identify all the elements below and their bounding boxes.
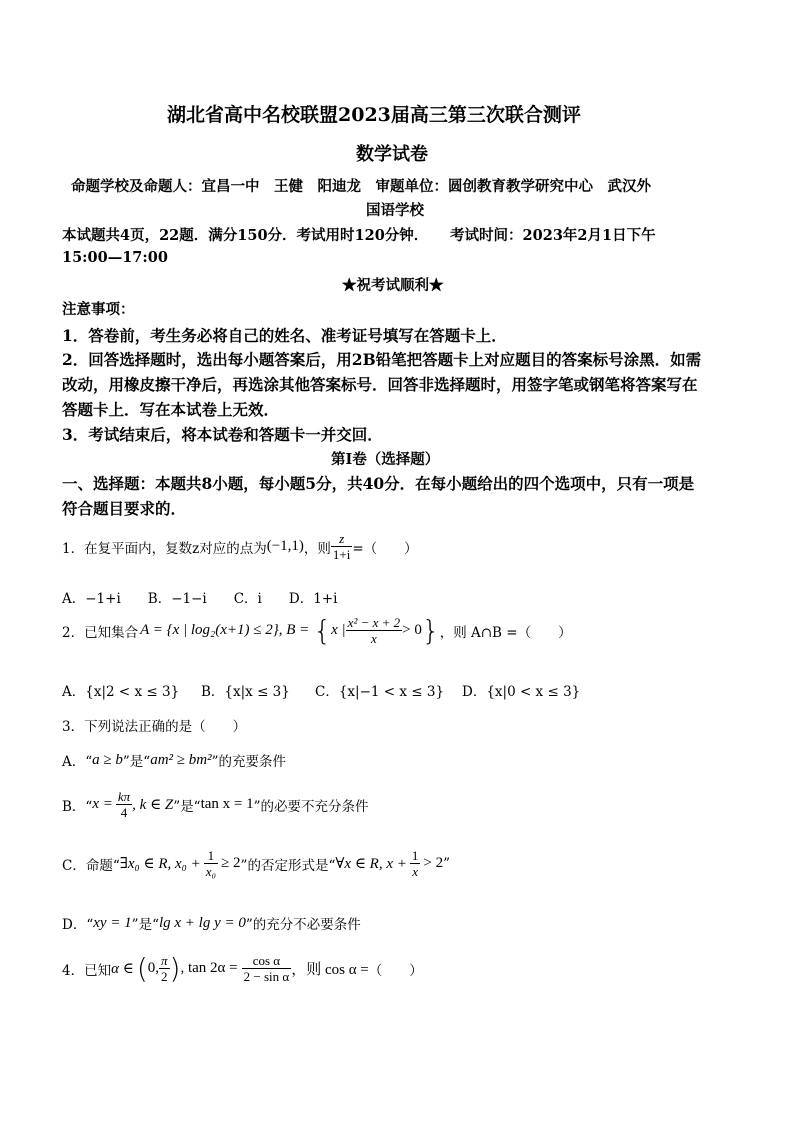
q2-left-brace: { [313, 614, 332, 647]
q4-frac-num: cos α [242, 953, 292, 969]
q4-suffix: （ ） [368, 962, 423, 979]
q3-b-post: ”的必要不充分条件 [253, 798, 369, 815]
authors-line-2: 国语学校 [366, 202, 424, 219]
q3-c-den-1: x₀ [205, 864, 217, 879]
q3-c-math-1b: ≥ 2 [221, 855, 241, 871]
q3-a-mid: ”是“ [122, 754, 151, 770]
q1-point: (−1,1) [266, 538, 304, 554]
question-4-stem [62, 952, 423, 985]
note-2-line-1: 2．回答选择题时，选出每小题答案后，用2B铅笔把答题卡上对应题目的答案标号涂黑．如需 [62, 350, 702, 369]
good-luck-wish: ★祝考试顺利★ [342, 277, 444, 294]
q2-set-a: A = {x | log₂(x+1) ≤ 2}, B = [140, 622, 310, 638]
q3-b-den: 4 [120, 805, 128, 820]
q1-suffix: =（ ） [352, 540, 418, 557]
section-title: 第Ⅰ卷（选择题） [331, 451, 440, 468]
question-1-stem [62, 531, 418, 562]
q4-interval-left: 0, [147, 960, 160, 976]
q3-c-den-2: x [412, 864, 419, 879]
q3-d-post: ”的充分不必要条件 [245, 917, 361, 933]
q3-b-x: x = [92, 796, 113, 812]
q4-left-paren: ( [136, 952, 148, 985]
q3-c-mid: ”的否定形式是“ [240, 857, 336, 874]
q3-c-math-2b: > 2 [423, 855, 444, 871]
q2-option-d: D．{x|0 < x ≤ 3} [462, 684, 581, 700]
q2-set-b-right: > 0 [402, 622, 422, 638]
info-line-1: 本试题共4页，22题．满分150分．考试用时120分钟． 考试时间：2023年2月1日下午 [62, 227, 656, 244]
q4-frac-den: 2 − sin α [243, 969, 290, 984]
q3-d-math-1: xy = 1 [93, 914, 132, 931]
q4-interval-den: 2 [161, 969, 168, 984]
q3-b-tan: tan x = 1 [200, 796, 254, 812]
authors-line-1: 命题学校及命题人：宜昌一中 王健 阳迪龙 审题单位：圆创教育教学研究中心 武汉外 [71, 178, 651, 195]
q4-suffix-math: ，则 cos α = [291, 962, 369, 978]
note-1: 1．答卷前，考生务必将自己的姓名、准考证号填写在答题卡上． [62, 326, 507, 345]
q4-alpha: α ∈ [111, 961, 134, 977]
q3-c-math-2: ∀x ∈ R, x + [335, 856, 407, 872]
q2-option-b: B．{x|x ≤ 3} [201, 684, 290, 700]
q1-frac-den: 1+i [332, 547, 351, 562]
q2-set-b-fraction [346, 615, 402, 646]
q2-option-c: C．{x|−1 < x ≤ 3} [315, 684, 445, 700]
q4-fraction [242, 953, 292, 984]
q2-option-a: A．{x|2 < x ≤ 3} [62, 684, 180, 700]
q1-frac-num: z [331, 531, 352, 547]
q3-c-post: ” [443, 855, 450, 872]
q3-c-num-1: 1 [204, 848, 218, 864]
q4-interval-fraction [159, 953, 170, 984]
q4-prefix: 4．已知 [62, 962, 112, 979]
q2-right-brace: } [421, 614, 440, 647]
q3-a-pre: A．“ [62, 754, 93, 770]
q3-a-post: ”的充要条件 [211, 754, 287, 770]
q1-fraction [331, 531, 352, 562]
q4-right-paren: ) [169, 952, 181, 985]
q3-b-pre: B．“ [62, 798, 93, 815]
q1-prefix: 1．在复平面内，复数z对应的点为 [62, 540, 267, 557]
question-2-stem [62, 614, 572, 647]
note-3: 3．考试结束后，将本试卷和答题卡一并交回． [62, 425, 383, 444]
q3-b-mid: ”是“ [173, 798, 201, 815]
q3-c-fraction-2 [410, 848, 421, 879]
exam-title: 湖北省高中名校联盟2023届高三第三次联合测评 [167, 104, 581, 126]
q2-suffix: ，则 A∩B =（ ） [439, 624, 572, 641]
info-line-2: 15:00—17:00 [62, 249, 168, 266]
note-2-line-3: 答题卡上．写在本试卷上无效． [62, 400, 280, 419]
q2-set-b-left: x | [331, 622, 346, 638]
q3-b-num: kπ [117, 789, 131, 804]
section-intro-line-1: 一、选择题：本题共8小题，每小题5分，共40分．在每小题给出的四个选项中，只有一项是 [62, 474, 695, 493]
question-3-stem: 3．下列说法正确的是（ ） [62, 719, 247, 735]
exam-subtitle: 数学试卷 [356, 144, 428, 165]
q3-a-math-2: am² ≥ bm² [150, 751, 212, 768]
q1-mid: ，则 [303, 540, 331, 557]
q3-c-fraction-1 [204, 848, 218, 879]
q2-set-b-den: x [371, 631, 377, 646]
q4-tan: , tan 2α = [180, 960, 238, 976]
q2-prefix: 2．已知集合 [62, 624, 139, 641]
q3-b-k: , k ∈ Z [132, 797, 174, 813]
q2-set-b-num: x² − x + 2 [347, 615, 401, 630]
q3-d-math-2: lg x + lg y = 0 [158, 914, 246, 931]
q3-c-pre: C．命题“ [62, 857, 120, 874]
q3-option-a [62, 750, 286, 770]
q3-d-pre: D．“ [62, 917, 94, 933]
note-2-line-2: 改动，用橡皮擦干净后，再选涂其他答案标号．回答非选择题时，用签字笔或钢笔将答案写在 [62, 375, 698, 394]
q3-c-math-1: ∃x₀ ∈ R, x₀ + [119, 856, 201, 872]
q3-a-math-1: a ≥ b [92, 751, 123, 768]
q3-option-c [62, 848, 450, 879]
q3-option-b [62, 789, 369, 820]
question-1-options: A．−1+i B．−1−i C．i D．1+i [62, 591, 338, 607]
q4-interval-num: π [161, 953, 168, 968]
q3-option-d [62, 913, 361, 933]
section-intro-line-2: 符合题目要求的． [62, 499, 187, 518]
q3-d-mid: ”是“ [131, 917, 159, 933]
q3-b-fraction [116, 789, 132, 820]
q3-c-num-2: 1 [411, 848, 419, 863]
notes-heading: 注意事项： [62, 301, 135, 318]
